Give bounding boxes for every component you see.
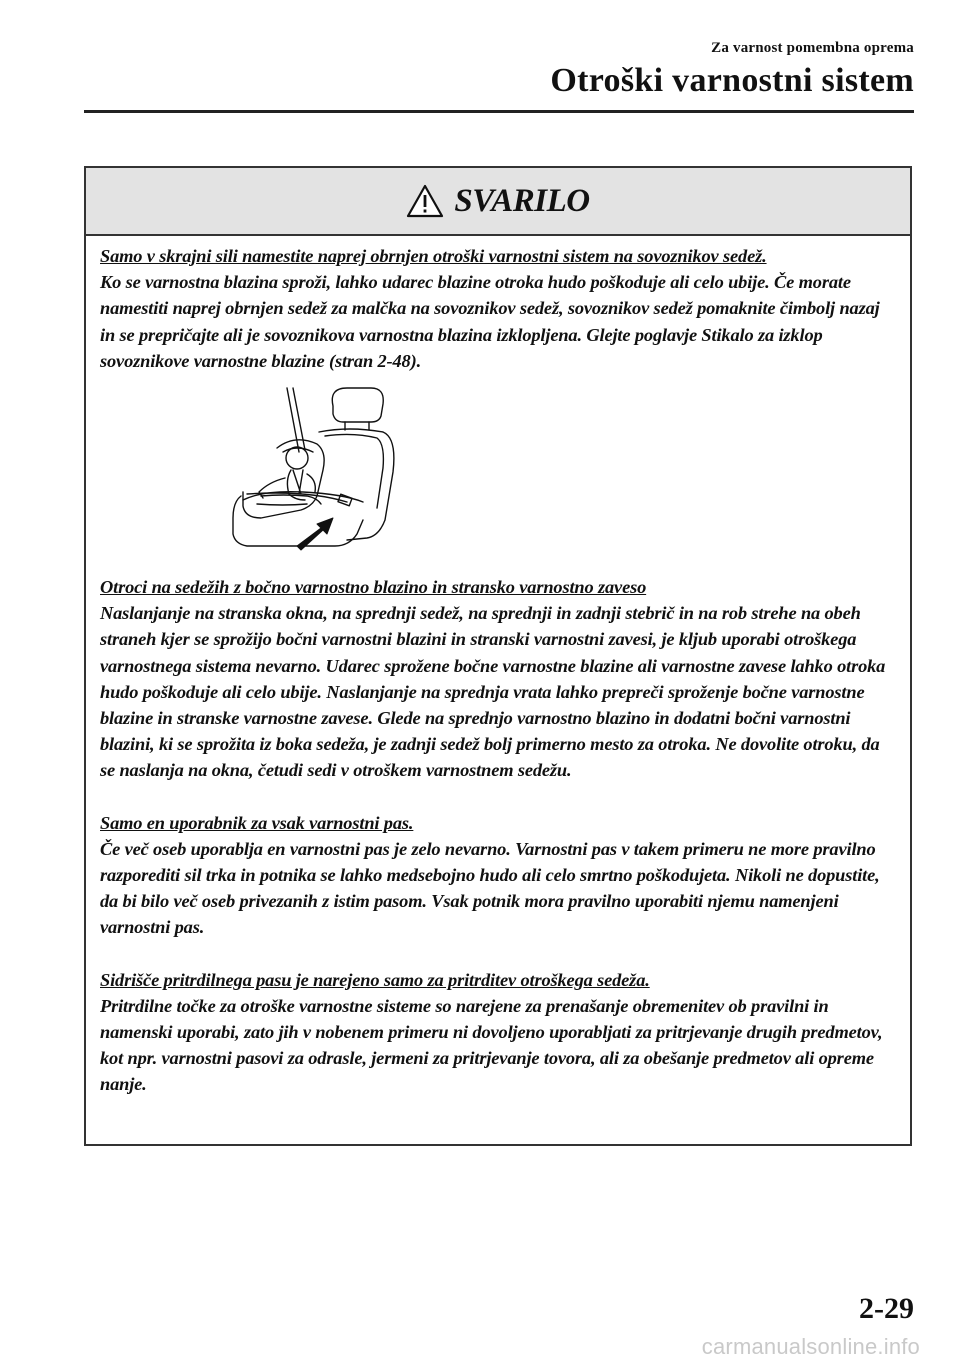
paragraph-heading: Otroci na sedežih z bočno varnostno blazino in stransko varnostno zaveso <box>100 577 647 598</box>
warning-box <box>84 166 912 1146</box>
warning-body <box>86 243 910 1098</box>
paragraph-heading: Sidrišče pritrdilnega pasu je narejeno samo za pritrditev otroškega sedeža. <box>100 969 650 990</box>
paragraph-gap <box>100 941 896 967</box>
paragraph-heading: Samo en uporabnik za vsak varnostni pas. <box>100 812 414 833</box>
paragraph-text: Naslanjanje na stranska okna, na sprednji sedež, na sprednji in zadnji stebrič in na rob strehe na obeh straneh kjer se sprožijo bočni varnostni blazini in stranski varnostni zavesi, je kljub uporabi otroškega varnostnega sistema nevarno. Udarec sprožene bočne varnostne blazine ali varnostne zavese lahko otroka hudo poškoduje ali celo ubije. Naslanjanje na sprednja vrata lahko prepreči sproženje bočne varnostne blazine in stranske varnostne zavese. Glede na sprednjo varnostno blazino in dodatni bočni varnostni blazini, ki se sprožita iz boka sedeža, je zadnji sedež bolj primerno mesto za otroka. Ne dovolite otroku, da se naslanja na okna, četudi sedi v otroškem varnostnem sedežu. <box>100 603 886 781</box>
paragraph-text: Pritrdilne točke za otroške varnostne sisteme so narejene za prenašanje obremenitev ob pravilni in namenski uporabi, zato jih v nobenem primeru ni dovoljeno uporabljati za pritrjevanje drugih predmetov, kot npr. varnostni pasovi za odrasle, jermeni za pritrjevanje tovora, ali za obešanje predmetov ali opreme nanje. <box>100 995 883 1095</box>
warning-triangle-icon <box>406 184 444 218</box>
child-seat-illustration <box>221 378 461 558</box>
section-label: Za varnost pomembna oprema <box>711 40 914 56</box>
paragraph-text: Ko se varnostna blazina sproži, lahko udarec blazine otroka hudo poškoduje ali celo ubije. Če morate namestiti naprej obrnjen sedež za malčka na sovoznikov sedež, sovoznikov sedež pomaknite čimbolj nazaj in se prepričajte ali je sovoznikova varnostna blazina izklopljena. Glejte poglavje Stikalo za izklop sovoznikove varnostne blazine (stran 2-48). <box>100 272 880 371</box>
paragraph-heading: Samo v skrajni sili namestite naprej obrnjen otroški varnostni sistem na sovoznikov sedež. <box>100 246 767 266</box>
page-number: 2-29 <box>859 1292 914 1325</box>
child-seat-figure <box>100 374 896 574</box>
paragraph-gap <box>100 784 896 810</box>
header-divider <box>84 110 914 113</box>
warning-title: SVARILO <box>454 182 590 219</box>
page-title: Otroški varnostni sistem <box>550 62 914 99</box>
watermark-text: carmanualsonline.info <box>701 1334 920 1359</box>
paragraph-text: Če več oseb uporablja en varnostni pas je zelo nevarno. Varnostni pas v takem primeru ne more pravilno razporediti sil trka in potnika se lahko medsebojno hudo ali celo smrtno poškodujeta. Nikoli ne dopustite, da bi bilo več oseb privezanih z istim pasom. Vsak potnik mora pravilno uporabiti njemu namenjeni varnostni pas. <box>100 838 880 938</box>
warning-header <box>86 168 910 236</box>
